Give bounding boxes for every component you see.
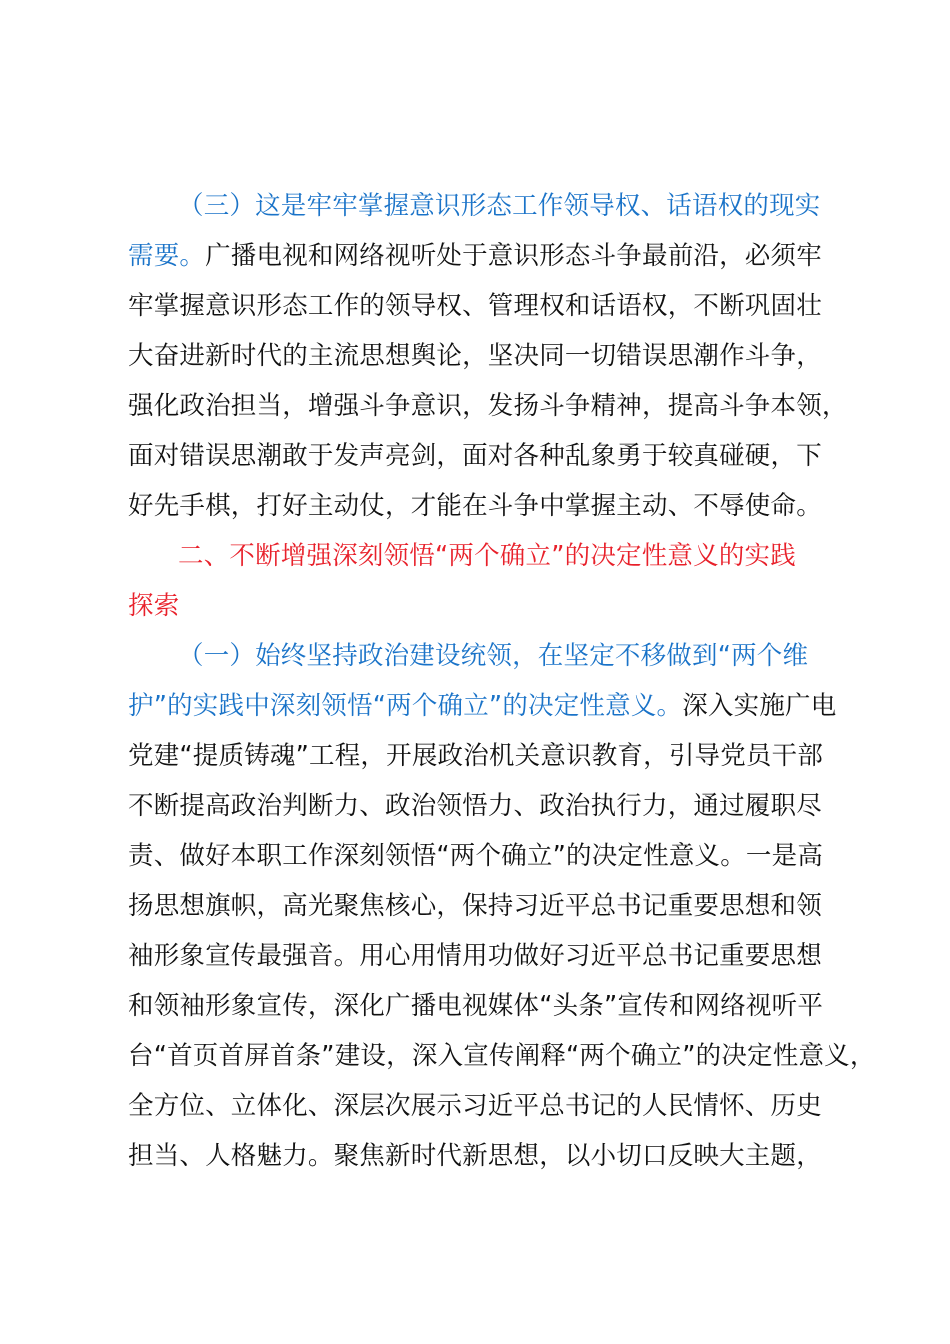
part-heading-2: 二、不断增强深刻领悟“两个确立”的决定性意义的实践 <box>178 541 796 571</box>
subsection-heading-1-continued: 护”的实践中深刻领悟“两个确立”的决定性意义。 <box>128 691 683 721</box>
paragraph-line: 面对错误思潮敢于发声亮剑，面对各种乱象勇于较真碰硬，下 <box>128 441 822 471</box>
subsection-heading-1: （一）始终坚持政治建设统领，在坚定不移做到“两个维 <box>178 641 809 671</box>
part-heading-2-continued: 探索 <box>128 591 180 621</box>
paragraph-line: 好先手棋，打好主动仗，才能在斗争中掌握主动、不辱使命。 <box>128 491 822 521</box>
paragraph-line: 党建“提质铸魂”工程，开展政治机关意识教育，引导党员干部 <box>128 741 824 771</box>
paragraph-text: 深入实施广电 <box>682 691 837 721</box>
paragraph-line <box>128 681 836 731</box>
paragraph-line: 全方位、立体化、深层次展示习近平总书记的人民情怀、历史 <box>128 1091 822 1121</box>
paragraph-line: 强化政治担当，增强斗争意识，发扬斗争精神，提高斗争本领， <box>128 391 848 421</box>
paragraph-line: 不断提高政治判断力、政治领悟力、政治执行力，通过履职尽 <box>128 791 822 821</box>
paragraph-line: 袖形象宣传最强音。用心用情用功做好习近平总书记重要思想 <box>128 941 822 971</box>
paragraph-line: 牢掌握意识形态工作的领导权、管理权和话语权，不断巩固壮 <box>128 291 822 321</box>
paragraph-line: 责、做好本职工作深刻领悟“两个确立”的决定性意义。一是高 <box>128 841 824 871</box>
paragraph-line: 大奋进新时代的主流思想舆论，坚决同一切错误思潮作斗争， <box>128 341 822 371</box>
paragraph-line <box>128 231 822 281</box>
section-heading-3: （三）这是牢牢掌握意识形态工作领导权、话语权的现实 <box>178 191 821 221</box>
paragraph-line: 扬思想旗帜，高光聚焦核心，保持习近平总书记重要思想和领 <box>128 891 822 921</box>
paragraph-line: 和领袖形象宣传，深化广播电视媒体“头条”宣传和网络视听平 <box>128 991 824 1021</box>
paragraph-line: 担当、人格魅力。聚焦新时代新思想，以小切口反映大主题， <box>128 1141 822 1171</box>
section-heading-3-continued: 需要。 <box>128 241 206 271</box>
paragraph-text: 广播电视和网络视听处于意识形态斗争最前沿，必须牢 <box>205 241 822 271</box>
paragraph-line: 台“首页首屏首条”建设，深入宣传阐释“两个确立”的决定性意义， <box>128 1041 876 1071</box>
